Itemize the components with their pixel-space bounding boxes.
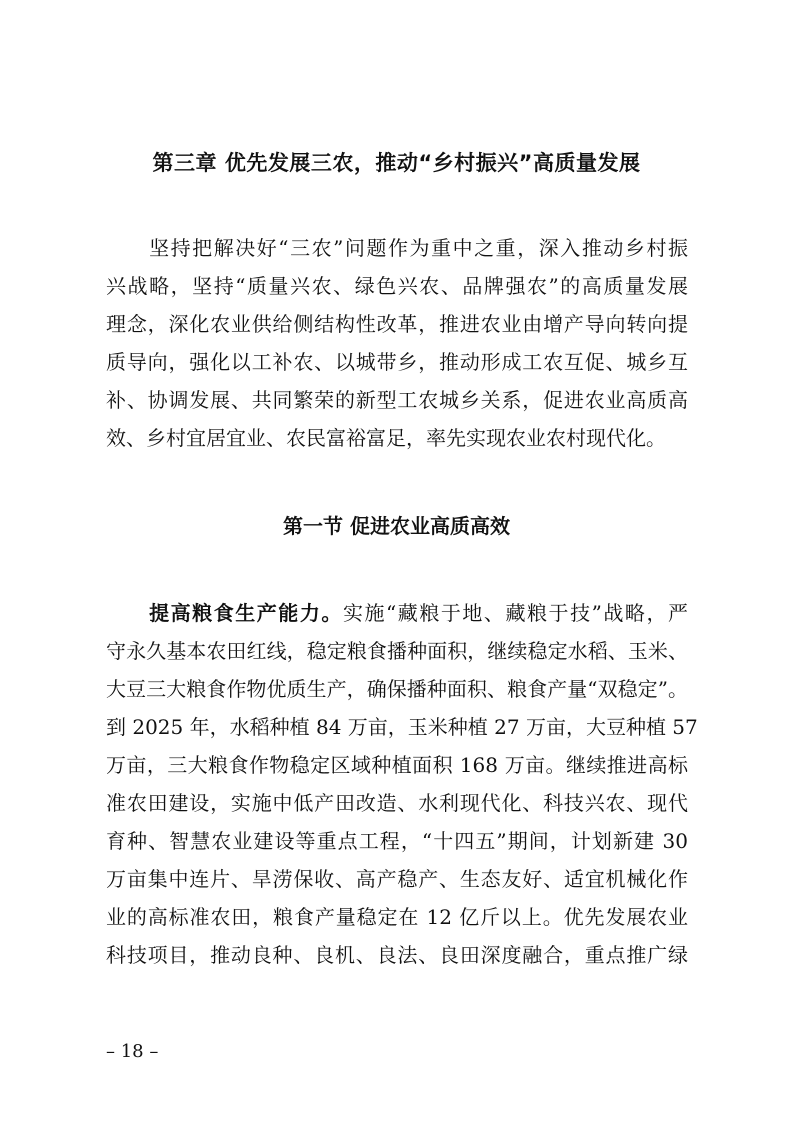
paragraph-line xyxy=(106,594,688,632)
paragraph-line-text: 实施“藏粮于地、藏粮于技”战略，严 xyxy=(342,601,689,625)
paragraph-line: 科技项目，推动良种、良机、良法、良田深度融合，重点推广绿 xyxy=(106,943,688,967)
paragraph-lead-heading: 提高粮食生产能力。 xyxy=(106,601,343,625)
paragraph-line: 兴战略，坚持“质量兴农、绿色兴农、品牌强农”的高质量发展 xyxy=(106,274,688,298)
paragraph-line: 大豆三大粮食作物优质生产，确保播种面积、粮食产量“双稳定”。 xyxy=(106,677,688,701)
paragraph-line: 业的高标准农田，粮食产量稳定在 12 亿斤以上。优先发展农业 xyxy=(106,905,688,929)
paragraph-line: 补、协调发展、共同繁荣的新型工农城乡关系，促进农业高质高 xyxy=(106,388,688,412)
paragraph-line: 质导向，强化以工补农、以城带乡，推动形成工农互促、城乡互 xyxy=(106,350,688,374)
paragraph-line: 效、乡村宜居宜业、农民富裕富足，率先实现农业农村现代化。 xyxy=(106,426,666,450)
paragraph-line: 到 2025 年，水稻种植 84 万亩，玉米种植 27 万亩，大豆种植 57 xyxy=(106,715,698,739)
paragraph-line: 准农田建设，实施中低产田改造、水利现代化、科技兴农、现代 xyxy=(106,791,688,815)
paragraph-line: 坚持把解决好“三农”问题作为重中之重，深入推动乡村振 xyxy=(106,236,688,260)
paragraph-line: 育种、智慧农业建设等重点工程，“十四五”期间，计划新建 30 xyxy=(106,829,688,853)
paragraph-line: 守永久基本农田红线，稳定粮食播种面积，继续稳定水稻、玉米、 xyxy=(106,639,688,663)
page-number: – 18 – xyxy=(106,1041,159,1062)
paragraph-line: 理念，深化农业供给侧结构性改革，推进农业由增产导向转向提 xyxy=(106,312,688,336)
chapter-title: 第三章 优先发展三农，推动“乡村振兴”高质量发展 xyxy=(152,151,641,175)
paragraph-line: 万亩，三大粮食作物稳定区域种植面积 168 万亩。继续推进高标 xyxy=(106,753,688,777)
section-title: 第一节 促进农业高质高效 xyxy=(283,514,510,538)
paragraph-line: 万亩集中连片、旱涝保收、高产稳产、生态友好、适宜机械化作 xyxy=(106,867,688,891)
intro-paragraph xyxy=(106,229,688,457)
body-paragraph xyxy=(106,594,698,974)
